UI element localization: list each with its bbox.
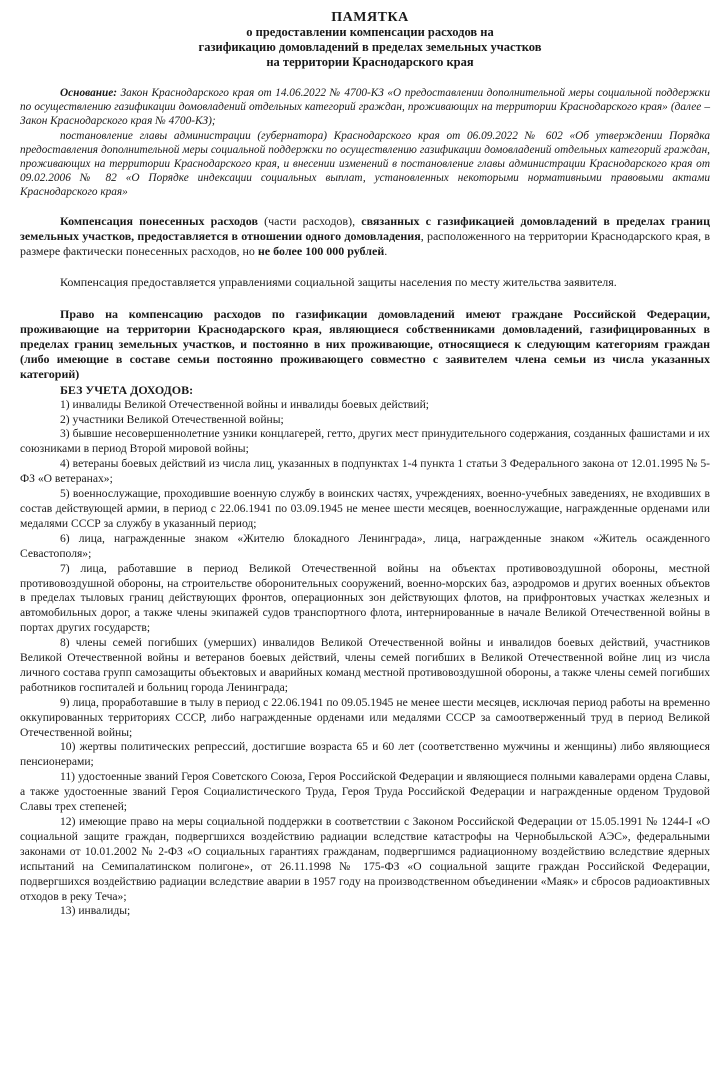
list-item: 4) ветераны боевых действий из числа лиц, указанных в подпунктах 1-4 пункта 1 статьи 3 Федерального закона от 12.01.1995 № 5-ФЗ «О ветеранах»; bbox=[20, 457, 710, 486]
list-item: 2) участники Великой Отечественной войны; bbox=[60, 412, 284, 426]
title-line-3: газификацию домовладений в пределах земельных участков bbox=[198, 40, 542, 54]
eligibility-paragraph: Право на компенсацию расходов по газификации домовладений имеют граждане Российской Федерации, проживающие на территории Краснодарского края, являющиеся собственниками домовладений, газифицированных в пределах границ земельных участков, и постоянно в них проживающие, относящиеся к следующим категориям граждан (либо имеющие в составе семьи постоянно проживающего совместно с заявителем члена семьи из числа указанных категорий) bbox=[20, 306, 710, 381]
basis-law-paragraph bbox=[20, 86, 710, 129]
document-title bbox=[30, 10, 710, 70]
compensation-bold-1: Компенсация понесенных расходов bbox=[60, 213, 258, 228]
list-item: 11) удостоенные званий Героя Советского Союза, Героя Российской Федерации и являющиеся полными кавалерами ордена Славы, а также удостоенные званий Героя Социалистического Труда, Героя Труда Российской Федерации и награжденные орденом Трудовой Славы трех степеней; bbox=[20, 770, 710, 814]
basis-label: Основание: bbox=[60, 87, 118, 99]
agency-paragraph: Компенсация предоставляется управлениями социальной защиты населения по месту жительства заявителя. bbox=[60, 274, 617, 289]
compensation-text-3: . bbox=[384, 243, 388, 258]
list-item: 7) лица, работавшие в период Великой Отечественной войны на объектах противовоздушной обороны, местной противовоздушной обороны, на строительстве оборонительных сооружений, военно-морских баз, аэродромов и других военных объектов в пределах тыловых границ действующих фронтов, операционных зон действующих флотов, на прифронтовых участках железных и автомобильных дорог, а также члены экипажей судов транспортного флота, интернированные в начале Великой Отечественной войны в портах других государств; bbox=[20, 561, 710, 635]
list-item: 13) инвалиды; bbox=[60, 904, 131, 918]
list-item: 9) лица, проработавшие в тылу в период с 22.06.1941 по 09.05.1945 не менее шести месяцев, исключая период работы на временно оккупированных территориях СССР, либо награжденные орденами или медалями СССР за самоотверженный труд в период Великой Отечественной войны; bbox=[20, 695, 710, 739]
title-line-2: о предоставлении компенсации расходов на bbox=[246, 25, 494, 39]
category-list bbox=[20, 398, 710, 920]
list-item: 12) имеющие право на меры социальной поддержки в соответствии с Законом Российской Федерации от 15.05.1991 № 1244-I «О социальной защите граждан, подвергшихся воздействию радиации вследствие катастрофы на Чернобыльской АЭС», федеральными законами от 10.01.2002 № 2-ФЗ «О социальных гарантиях гражданам, подвергшимся радиационному воздействию вследствие ядерных испытаний на Семипалатинском полигоне», от 26.11.1998 № 175-ФЗ «О социальной защите граждан Российской Федерации, подвергшихся воздействию радиации вследствие аварии в 1957 году на производственном объединении «Маяк» и сбросов радиоактивных отходов в реку Теча»; bbox=[20, 815, 710, 903]
compensation-bold-2: связанных с газификацией домовладений в пределах границ земельных участков, предоставляется в отношении одного домовладения bbox=[20, 213, 711, 243]
compensation-paragraph bbox=[20, 214, 710, 259]
title-line-4: на территории Краснодарского края bbox=[266, 55, 474, 69]
compensation-limit: не более 100 000 рублей bbox=[257, 243, 385, 258]
list-item: 1) инвалиды Великой Отечественной войны и инвалиды боевых действий; bbox=[60, 397, 430, 411]
no-income-heading: БЕЗ УЧЕТА ДОХОДОВ: bbox=[60, 382, 194, 397]
list-item: 8) члены семей погибших (умерших) инвалидов Великой Отечественной войны и инвалидов боевых действий, участников Великой Отечественной войны и ветеранов боевых действий, члены семей погибших в Великой Отечественной войне лиц из числа личного состава групп самозащиты объектовых и аварийных команд местной противовоздушной обороны, а также члены семей погибших работников госпиталей и больниц города Ленинграда; bbox=[20, 636, 710, 694]
legal-basis bbox=[20, 86, 710, 200]
list-item: 10) жертвы политических репрессий, достигшие возраста 65 и 60 лет (соответственно мужчины и женщины) либо являющиеся пенсионерами; bbox=[20, 740, 710, 769]
basis-law-text: Закон Краснодарского края от 14.06.2022 № 4700-КЗ «О предоставлении дополнительной меры социальной поддержки по осуществлению газификации домовладений отдельных категорий граждан, проживающих на территории Краснодарского края» (далее – Закон Краснодарского края № 4700-КЗ); bbox=[20, 87, 710, 128]
list-item: 3) бывшие несовершеннолетние узники концлагерей, гетто, других мест принудительного содержания, созданных фашистами и их союзниками в период Второй мировой войны; bbox=[20, 427, 710, 456]
basis-decree-paragraph: постановление главы администрации (губернатора) Краснодарского края от 06.09.2022 № 602 «Об утверждении Порядка предоставления дополнительной меры социальной поддержки по осуществлению газификации домовладений отдельных категорий граждан, проживающих на территории Краснодарского края, и внесении изменений в постановление главы администрации Краснодарского края от 09.02.2006 № 82 «О Порядке индексации социальных выплат, установленных некоторыми нормативными правовыми актами Краснодарского края» bbox=[20, 129, 710, 199]
list-item: 5) военнослужащие, проходившие военную службу в воинских частях, учреждениях, военно-учебных заведениях, не входивших в состав действующей армии, в период с 22.06.1941 по 03.09.1945 не менее шести месяцев, военнослужащие, награжденные орденами или медалями СССР за службу в указанный период; bbox=[20, 487, 710, 530]
list-item: 6) лица, награжденные знаком «Жителю блокадного Ленинграда», лица, награжденные знаком «Житель осажденного Севастополя»; bbox=[20, 531, 710, 560]
compensation-text-1: (части расходов), bbox=[257, 213, 362, 228]
compensation-text-2: , расположенного на территории Краснодарского края, в размере фактически понесенных расходов, но bbox=[20, 228, 710, 258]
title-memo: ПАМЯТКА bbox=[331, 10, 409, 25]
